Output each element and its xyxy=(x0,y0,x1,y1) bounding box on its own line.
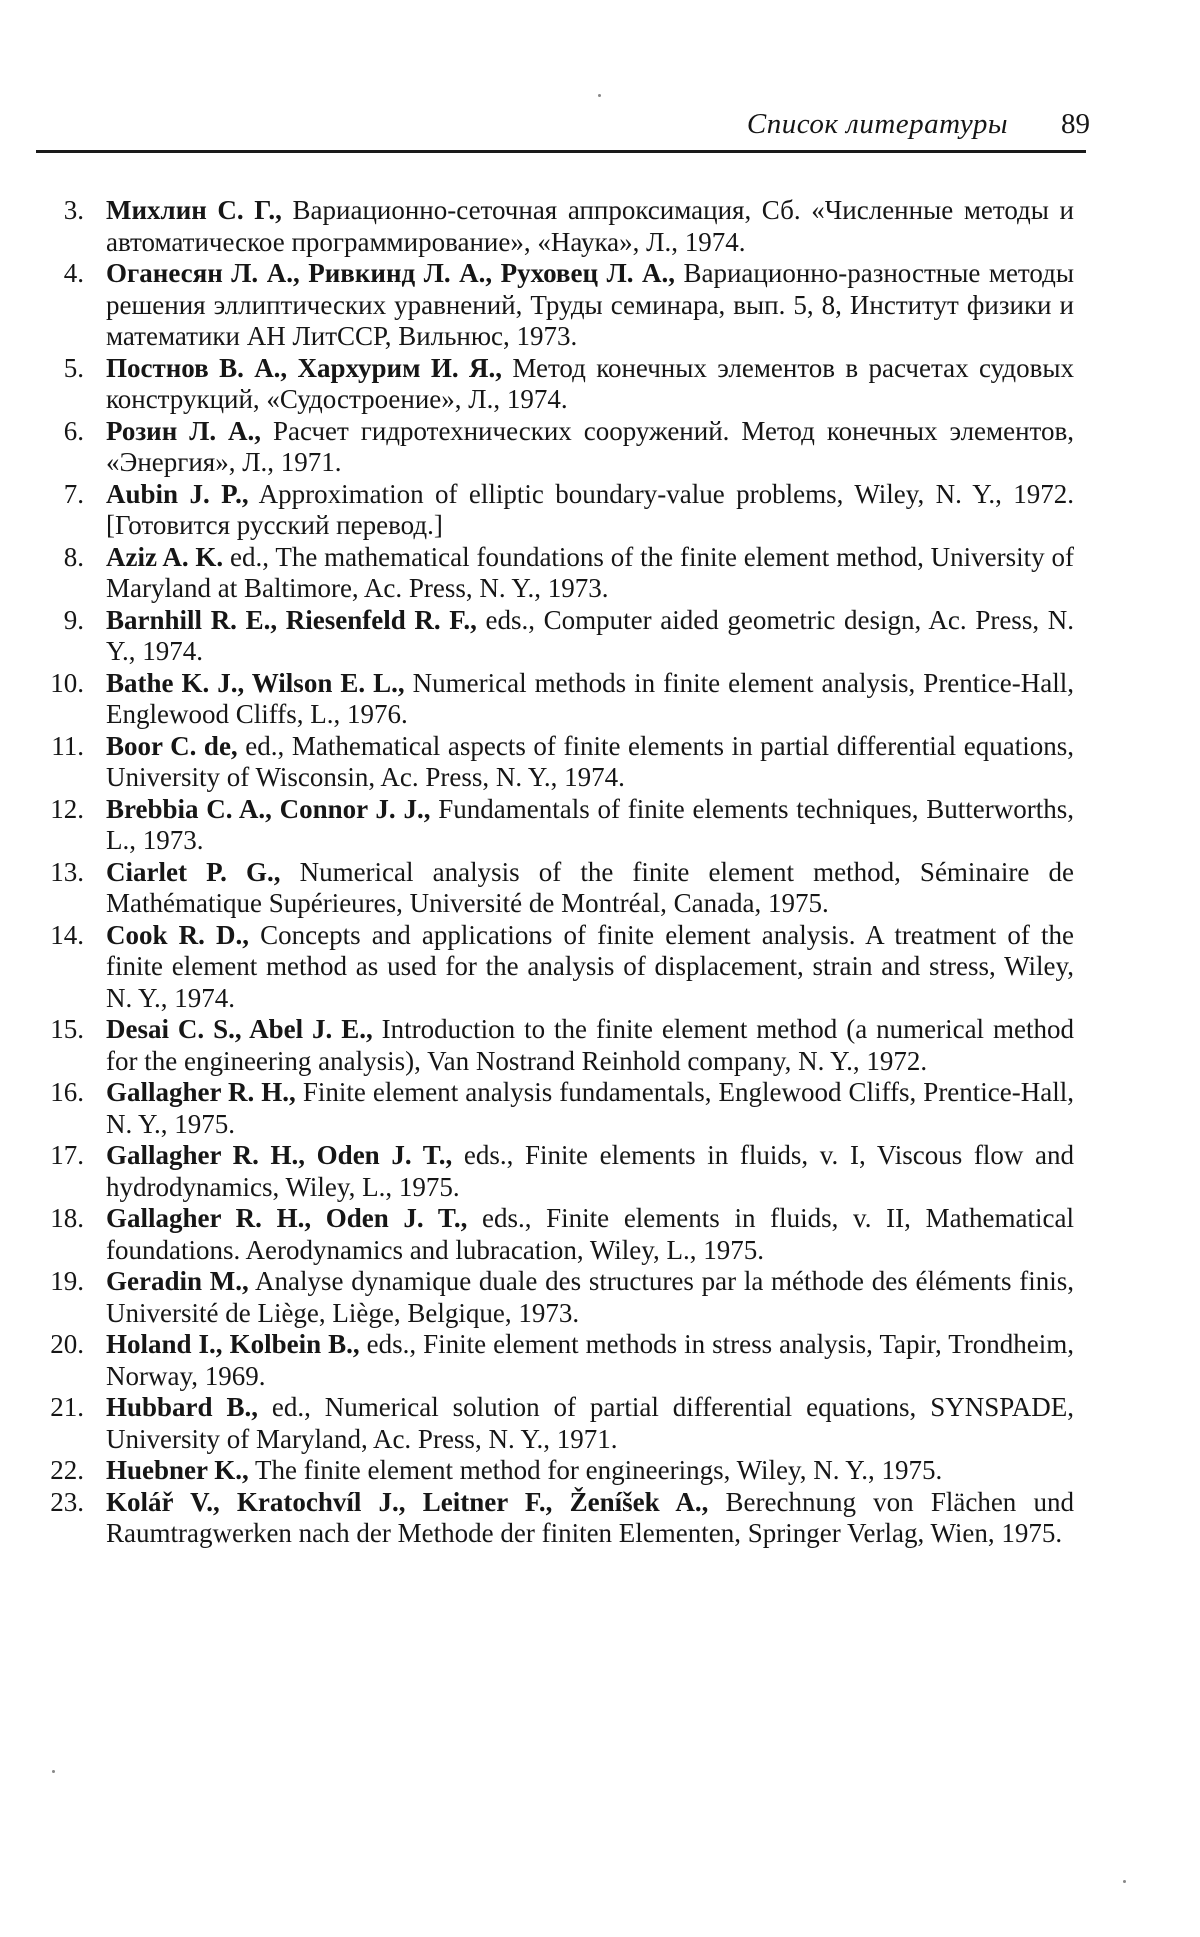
reference-number: 6. xyxy=(63,415,84,446)
reference-text: eds., Finite elements in fluids, v. II, Mathematical foundations. Aerodynamics and lubracation, Wiley, L., 1975. xyxy=(106,1203,1074,1265)
running-header-title: Список литературы xyxy=(746,108,1008,140)
reference-item xyxy=(0,1266,1074,1329)
reference-item xyxy=(0,1487,1074,1550)
reference-text: ed., The mathematical foundations of the finite element method, University of Maryland at Baltimore, Ac. Press, N. Y., 1973. xyxy=(106,541,1074,603)
page-number: 89 xyxy=(1061,108,1090,140)
reference-list xyxy=(0,195,1200,1550)
reference-authors: Ciarlet P. G., xyxy=(106,856,281,887)
reference-text: eds., Computer aided geometric design, Ac. Press, N. Y., 1974. xyxy=(106,604,1074,666)
reference-number: 11. xyxy=(51,730,84,761)
reference-text: eds., Finite element methods in stress analysis, Tapir, Trondheim, Norway, 1969. xyxy=(106,1329,1074,1391)
reference-number: 18. xyxy=(50,1203,84,1233)
reference-authors: Hubbard B., xyxy=(106,1392,258,1422)
reference-authors: Brebbia C. A., Connor J. J., xyxy=(106,793,431,824)
reference-authors: Gallagher R. H., Oden J. T., xyxy=(106,1140,453,1170)
reference-item xyxy=(0,920,1074,1015)
reference-text: ed., Numerical solution of partial differential equations, SYNSPADE, University of Maryland, Ac. Press, N. Y., 1971. xyxy=(106,1392,1075,1454)
reference-authors: Gallagher R. H., xyxy=(106,1077,296,1107)
reference-authors: Holand I., Kolbein B., xyxy=(106,1329,360,1359)
reference-number: 9. xyxy=(63,604,84,635)
reference-authors: Boor C. de, xyxy=(106,730,238,761)
reference-authors: Kolář V., Kratochvíl J., Leitner F., Ženíšek A., xyxy=(106,1486,709,1517)
reference-item xyxy=(0,353,1074,416)
reference-number: 8. xyxy=(63,541,84,572)
reference-text: Introduction to the finite element method (a numerical method for the engineering analysis), Van Nostrand Reinhold company, N. Y., 1972. xyxy=(106,1014,1074,1076)
reference-number: 23. xyxy=(50,1486,84,1517)
reference-text: Numerical analysis of the finite element method, Séminaire de Mathématique Supérieures, Université de Montréal, Canada, 1975. xyxy=(106,856,1074,918)
reference-text: Numerical methods in finite element analysis, Prentice-Hall, Englewood Cliffs, L., 1976. xyxy=(106,667,1074,729)
reference-text: Вариационно-сеточная аппроксимация, Сб. «Численные методы и автоматическое программирование», «Наука», Л., 1974. xyxy=(106,195,1074,257)
reference-number: 15. xyxy=(50,1014,84,1044)
reference-number: 5. xyxy=(63,352,84,383)
reference-item xyxy=(0,1392,1074,1455)
reference-item xyxy=(0,794,1074,857)
reference-number: 12. xyxy=(50,793,84,824)
reference-text: ed., Mathematical aspects of finite elements in partial differential equations, University of Wisconsin, Ac. Press, N. Y., 1974. xyxy=(106,730,1074,792)
reference-text: Concepts and applications of finite element analysis. A treatment of the finite element method as used for the analysis of displacement, strain and stress, Wiley, N. Y., 1974. xyxy=(106,919,1074,1013)
reference-number: 21. xyxy=(50,1392,84,1422)
scan-speck xyxy=(598,94,601,97)
reference-text: Fundamentals of finite elements techniques, Butterworths, L., 1973. xyxy=(106,793,1074,855)
reference-item xyxy=(0,1455,1074,1487)
reference-item xyxy=(0,1140,1074,1203)
reference-authors: Михлин С. Г., xyxy=(106,195,282,225)
reference-authors: Постнов В. А., Хархурим И. Я., xyxy=(106,352,502,383)
reference-item xyxy=(0,1329,1074,1392)
reference-item xyxy=(0,258,1074,353)
reference-text: eds., Finite elements in fluids, v. I, Viscous flow and hydrodynamics, Wiley, L., 1975. xyxy=(106,1140,1074,1202)
reference-number: 3. xyxy=(63,195,84,225)
reference-text: Analyse dynamique duale des structures par la méthode des éléments finis, Université de Liège, Liège, Belgique, 1973. xyxy=(106,1266,1074,1328)
reference-text: The finite element method for engineerings, Wiley, N. Y., 1975. xyxy=(248,1455,943,1485)
reference-item xyxy=(0,1203,1074,1266)
reference-authors: Aubin J. P., xyxy=(106,478,249,509)
reference-authors: Оганесян Л. А., Ривкинд Л. А., Руховец Л. А., xyxy=(106,258,675,288)
reference-authors: Розин Л. А., xyxy=(106,415,262,446)
reference-authors: Cook R. D., xyxy=(106,919,250,950)
reference-number: 4. xyxy=(63,258,84,288)
reference-item xyxy=(0,1014,1074,1077)
scan-speck xyxy=(52,1770,55,1773)
reference-authors: Huebner K., xyxy=(106,1455,249,1485)
reference-text: Approximation of elliptic boundary-value problems, Wiley, N. Y., 1972. [Готовится русский перевод.] xyxy=(106,478,1074,540)
reference-item xyxy=(0,1077,1074,1140)
reference-authors: Bathe K. J., Wilson E. L., xyxy=(106,667,405,698)
reference-number: 20. xyxy=(50,1329,84,1359)
reference-number: 13. xyxy=(50,856,84,887)
reference-number: 7. xyxy=(63,478,84,509)
running-header xyxy=(0,108,1090,148)
reference-text: Расчет гидротехнических сооружений. Метод конечных элементов, «Энергия», Л., 1971. xyxy=(106,415,1074,477)
reference-number: 10. xyxy=(50,667,84,698)
reference-authors: Geradin M., xyxy=(106,1266,249,1296)
reference-item xyxy=(0,542,1074,605)
reference-authors: Aziz A. K. xyxy=(106,541,224,572)
reference-authors: Gallagher R. H., Oden J. T., xyxy=(106,1203,468,1233)
reference-text: Finite element analysis fundamentals, Englewood Cliffs, Prentice-Hall, N. Y., 1975. xyxy=(106,1077,1074,1139)
reference-number: 22. xyxy=(50,1455,84,1485)
scan-speck xyxy=(1123,1880,1126,1883)
reference-number: 19. xyxy=(50,1266,84,1296)
reference-number: 17. xyxy=(50,1140,84,1170)
reference-item xyxy=(0,857,1074,920)
reference-item xyxy=(0,195,1074,258)
reference-item xyxy=(0,479,1074,542)
reference-item xyxy=(0,605,1074,668)
reference-number: 14. xyxy=(50,919,84,950)
reference-text: Berechnung von Flächen und Raumtragwerken nach der Methode der finiten Elementen, Springer Verlag, Wien, 1975. xyxy=(106,1486,1074,1548)
reference-number: 16. xyxy=(50,1077,84,1107)
header-rule xyxy=(36,150,1086,153)
reference-text: Вариационно-разностные методы решения эллиптических уравнений, Труды семинара, вып. 5, 8, Институт физики и математики АН ЛитССР, Вильнюс, 1973. xyxy=(106,258,1074,351)
reference-authors: Desai C. S., Abel J. E., xyxy=(106,1014,373,1044)
reference-item xyxy=(0,416,1074,479)
reference-authors: Barnhill R. E., Riesenfeld R. F., xyxy=(106,604,477,635)
reference-item xyxy=(0,668,1074,731)
reference-text: Метод конечных элементов в расчетах судовых конструкций, «Судостроение», Л., 1974. xyxy=(106,352,1075,414)
reference-item xyxy=(0,731,1074,794)
